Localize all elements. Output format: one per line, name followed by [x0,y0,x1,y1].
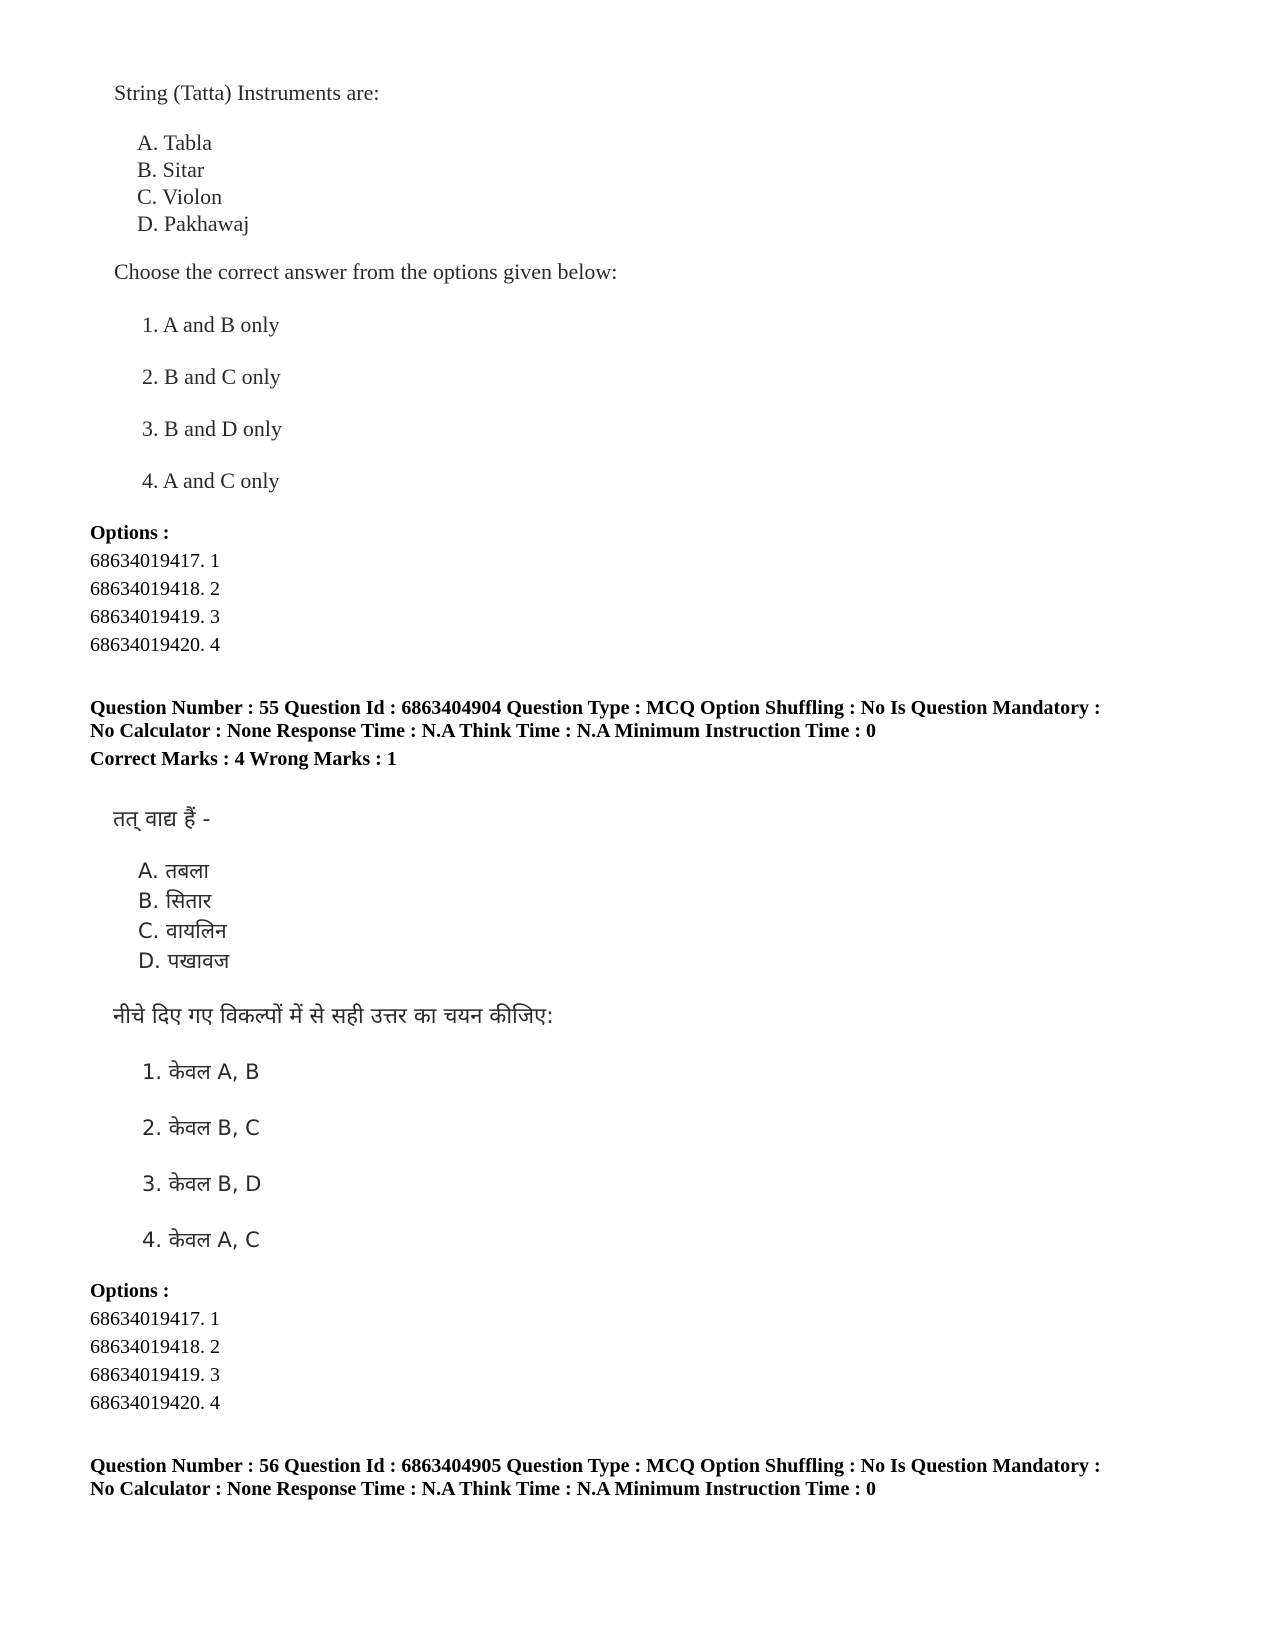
question-meta-line: Question Number : 55 Question Id : 6863404904 Question Type : MCQ Option Shuffling : No Is Question Mandatory : [90,697,1101,719]
statement-item-hindi: B. सितार [138,889,212,913]
answer-choice-hindi: 4. केवल A, C [142,1228,260,1252]
question-meta-line: No Calculator : None Response Time : N.A Think Time : N.A Minimum Instruction Time : 0 [90,1478,876,1500]
option-id: 68634019420. 4 [90,1392,220,1414]
statement-item-hindi: D. पखावज [138,949,230,973]
answer-choice-hindi: 1. केवल A, B [142,1060,260,1084]
statement-item-hindi: C. वायलिन [138,919,227,943]
option-id: 68634019419. 3 [90,1364,220,1386]
answer-choice: 2. B and C only [142,364,281,389]
statement-item: D. Pakhawaj [137,211,250,236]
question-stem: String (Tatta) Instruments are: [114,80,380,105]
answer-choice-hindi: 2. केवल B, C [142,1116,260,1140]
option-id: 68634019419. 3 [90,606,220,628]
statement-item: C. Violon [137,184,223,209]
option-id: 68634019418. 2 [90,1336,220,1358]
answer-choice: 3. B and D only [142,416,282,441]
question-instruction-hindi: नीचे दिए गए विकल्पों में से सही उत्तर का चयन कीजिए: [113,1004,554,1029]
question-meta-line: Question Number : 56 Question Id : 6863404905 Question Type : MCQ Option Shuffling : No Is Question Mandatory : [90,1455,1101,1477]
statement-item: A. Tabla [137,130,213,155]
answer-choice-hindi: 3. केवल B, D [142,1172,262,1196]
option-id: 68634019420. 4 [90,634,220,656]
question-stem-hindi: तत् वाद्य हैं - [113,807,211,832]
option-id: 68634019418. 2 [90,578,220,600]
option-id: 68634019417. 1 [90,1308,220,1330]
statement-item-hindi: A. तबला [138,859,209,883]
statement-item: B. Sitar [137,157,205,182]
option-id: 68634019417. 1 [90,550,220,572]
options-label: Options : [90,1280,170,1302]
answer-choice: 1. A and B only [142,312,280,337]
question-meta-line: No Calculator : None Response Time : N.A Think Time : N.A Minimum Instruction Time : 0 [90,720,876,742]
question-instruction: Choose the correct answer from the options given below: [114,259,618,284]
question-marks: Correct Marks : 4 Wrong Marks : 1 [90,748,397,770]
answer-choice: 4. A and C only [142,468,280,493]
options-label: Options : [90,522,170,544]
